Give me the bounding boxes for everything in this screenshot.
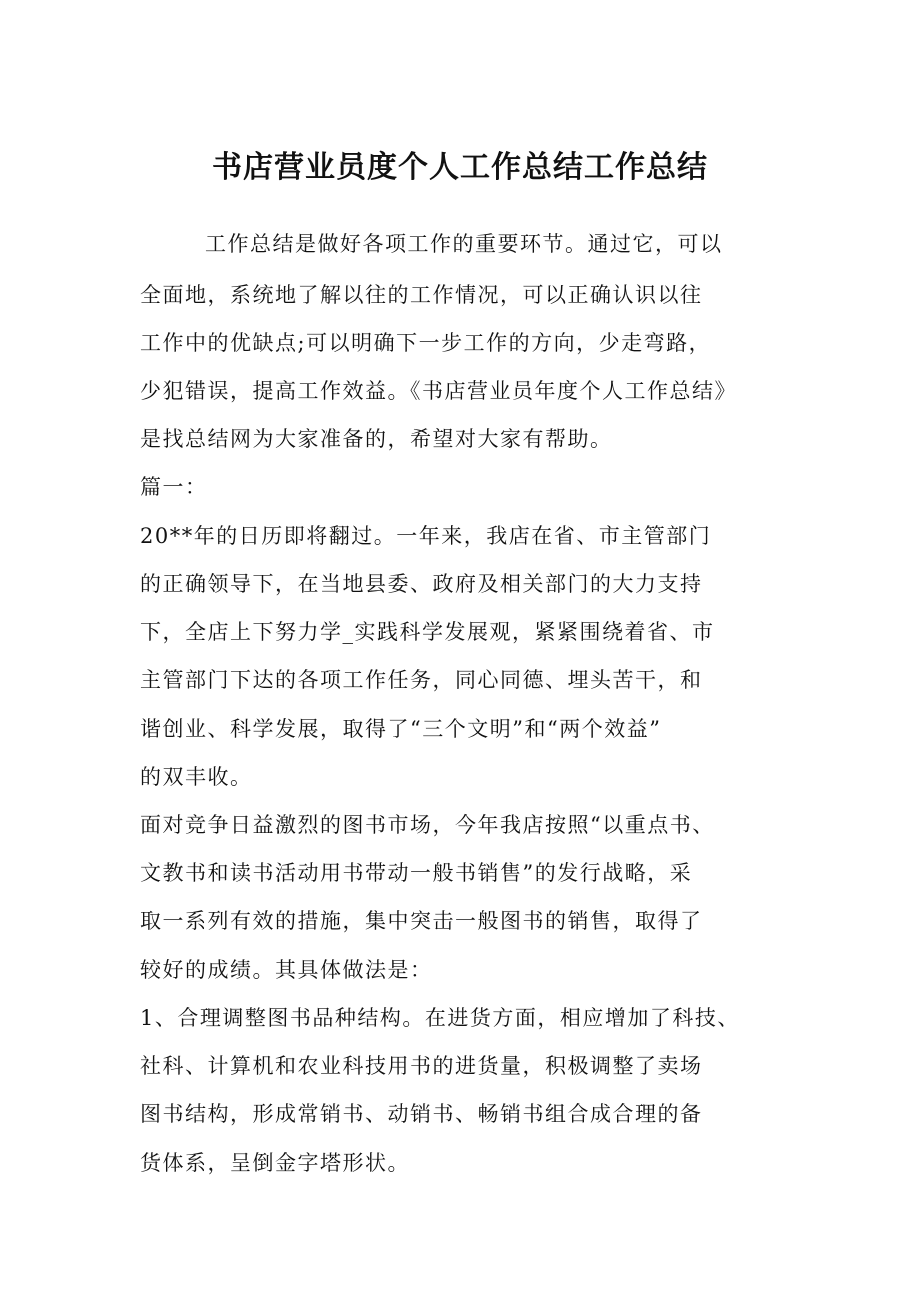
text-line: 面对竞争日益激烈的图书市场，今年我店按照“以重点书、 [140,813,715,837]
text-line: 工作总结是做好各项工作的重要环节。通过它，可以 [205,232,723,256]
section-heading: 篇一： [140,475,208,499]
document-title: 书店营业员度个人工作总结工作总结 [212,150,708,185]
text-line: 工作中的优缺点;可以明确下一步工作的方向，少走弯路， [140,331,712,355]
text-line: 20**年的日历即将翻过。一年来，我店在省、市主管部门 [140,524,712,548]
text-line: 较好的成绩。其具体做法是： [140,958,433,982]
text-line: 的双丰收。 [140,765,253,789]
text-line: 取一系列有效的措施，集中突击一般图书的销售，取得了 [140,909,703,933]
text-line: 是找总结网为大家准备的，希望对大家有帮助。 [140,427,613,451]
text-line: 货体系，呈倒金字塔形状。 [140,1151,410,1175]
text-line: 图书结构，形成常销书、动销书、畅销书组合成合理的备 [140,1102,703,1126]
text-line: 文教书和读书活动用书带动一般书销售”的发行战略，采 [140,861,693,885]
text-line: 少犯错误，提高工作效益。《书店营业员年度个人工作总结》 [140,379,737,403]
text-line: 社科、计算机和农业科技用书的进货量，积极调整了卖场 [140,1054,703,1078]
text-line: 下，全店上下努力学_实践科学发展观，紧紧围绕着省、市 [140,620,715,644]
text-line: 谐创业、科学发展，取得了“三个文明”和“两个效益” [140,717,662,741]
text-line: 主管部门下达的各项工作任务，同心同德、埋头苦干，和 [140,668,703,692]
text-line: 全面地，系统地了解以往的工作情况，可以正确认识以往 [140,283,703,307]
text-line: 1、合理调整图书品种结构。在进货方面，相应增加了科技、 [140,1006,740,1030]
text-line: 的正确领导下，在当地县委、政府及相关部门的大力支持 [140,572,703,596]
